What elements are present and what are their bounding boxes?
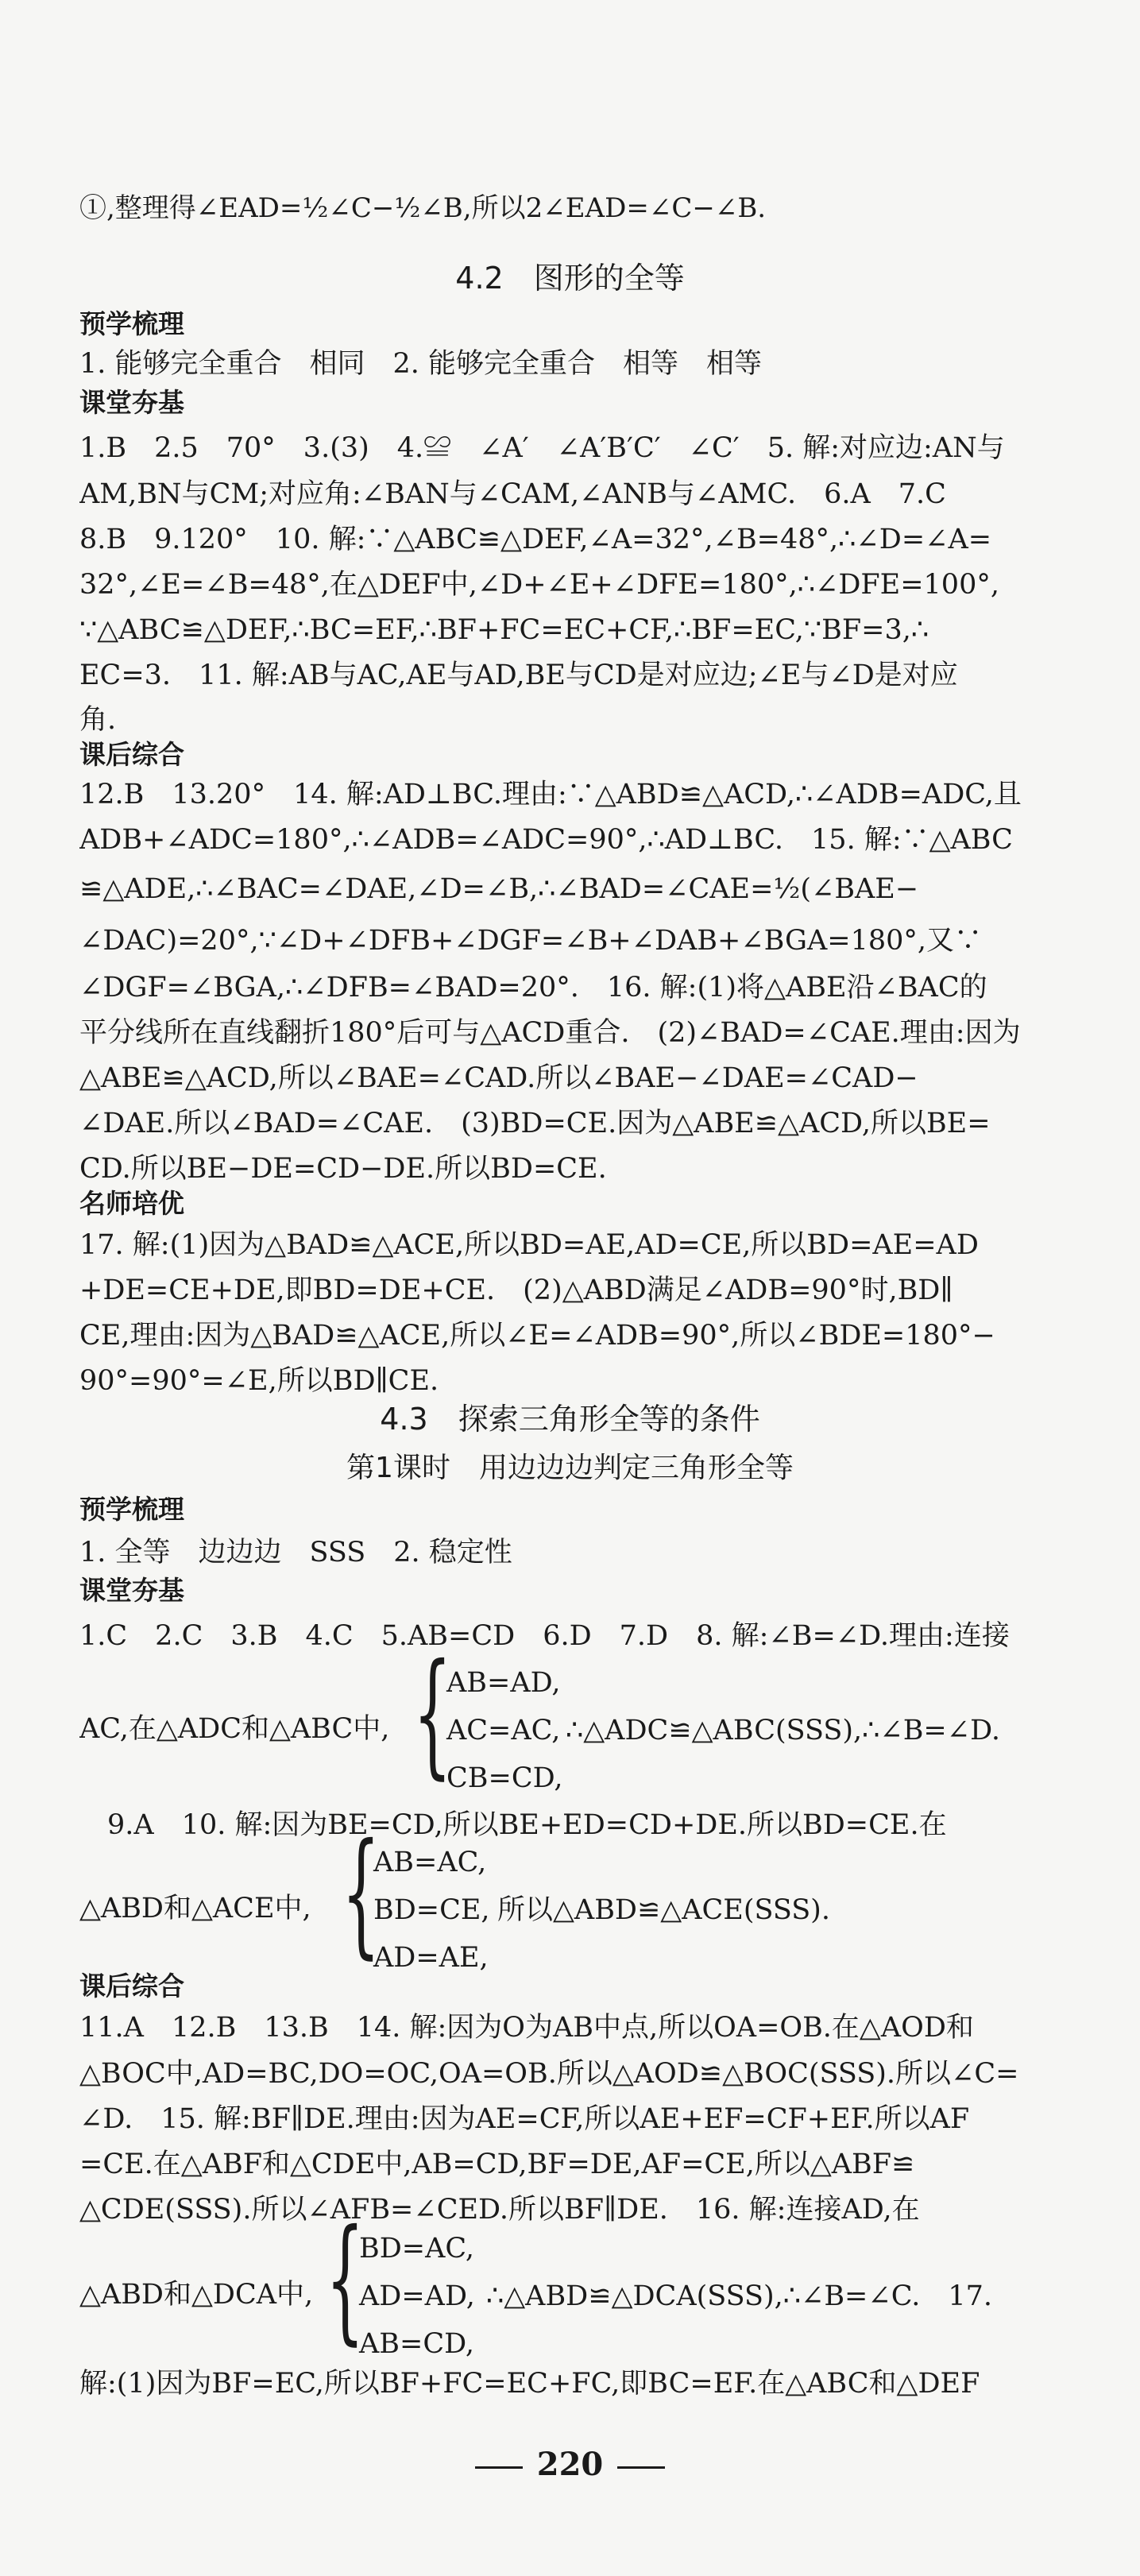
text-line: 11.A 12.B 13.B 14. 解:因为O为AB中点,所以OA=OB.在△AOD和 <box>79 2012 974 2044</box>
intro-line: ①,整理得∠EAD=½∠C−½∠B,所以2∠EAD=∠C−∠B. <box>79 192 767 224</box>
system-row: AB=AC, <box>373 1847 487 1878</box>
system-row: BD=CE, <box>373 1894 490 1926</box>
text-line: AC,在△ADC和△ABC中, <box>79 1713 390 1745</box>
text-line: CE,理由:因为△BAD≌△ACE,所以∠E=∠ADB=90°,所以∠BDE=180°− <box>79 1320 995 1352</box>
text-line: 解:(1)因为BF=EC,所以BF+FC=EC+FC,即BC=EF.在△ABC和△DEF <box>79 2368 980 2400</box>
system-row: CB=CD, <box>446 1762 563 1794</box>
text-line: △BOC中,AD=BC,DO=OC,OA=OB.所以△AOD≌△BOC(SSS).所以∠C= <box>79 2058 1019 2090</box>
text-line: ≌△ADE,∴∠BAC=∠DAE,∠D=∠B,∴∠BAD=∠CAE=½(∠BAE− <box>79 873 919 905</box>
text-line: 1. 全等 边边边 SSS 2. 稳定性 <box>79 1537 512 1568</box>
text-line: EC=3. 11. 解:AB与AC,AE与AD,BE与CD是对应边;∠E与∠D是对应 <box>79 659 958 691</box>
label-teacher: 名师培优 <box>79 1188 184 1219</box>
text-line: ∠D. 15. 解:BF∥DE.理由:因为AE=CF,所以AE+EF=CF+EF.所以AF <box>79 2103 970 2135</box>
text-line: 角. <box>79 704 117 736</box>
page-number: 220 <box>0 2446 1140 2484</box>
brace-symbol: { <box>342 1815 381 1972</box>
label-class: 课堂夯基 <box>79 1575 184 1606</box>
text-line: △ABD和△DCA中, <box>79 2279 314 2311</box>
text-line: △ABD和△ACE中, <box>79 1893 311 1924</box>
label-after: 课后综合 <box>79 739 184 770</box>
system-row: AD=AE, <box>373 1942 489 1974</box>
text-line: 32°,∠E=∠B=48°,在△DEF中,∠D+∠E+∠DFE=180°,∴∠DFE=100°, <box>79 569 999 601</box>
text-line: 17. 解:(1)因为△BAD≌△ACE,所以BD=AE,AD=CE,所以BD=AE=AD <box>79 1229 979 1261</box>
label-after: 课后综合 <box>79 1971 184 2002</box>
text-line: 90°=90°=∠E,所以BD∥CE. <box>79 1365 439 1397</box>
text-line: AM,BN与CM;对应角:∠BAN与∠CAM,∠ANB与∠AMC. 6.A 7.C <box>79 478 946 510</box>
text-line: 9.A 10. 解:因为BE=CD,所以BE+ED=CD+DE.所以BD=CE.在 <box>107 1809 947 1841</box>
system-row: AB=CD, <box>359 2328 475 2360</box>
text-line: △CDE(SSS).所以∠AFB=∠CED.所以BF∥DE. 16. 解:连接AD,在 <box>79 2194 920 2226</box>
text-line: 12.B 13.20° 14. 解:AD⊥BC.理由:∵△ABD≌△ACD,∴∠ADB=ADC,且 <box>79 779 1022 810</box>
text-line: 1.C 2.C 3.B 4.C 5.AB=CD 6.D 7.D 8. 解:∠B=∠D.理由:连接 <box>79 1620 1010 1652</box>
section-heading-4-3: 4.3 探索三角形全等的条件 <box>380 1402 760 1437</box>
label-preview: 预学梳理 <box>79 308 184 339</box>
text-line: CD.所以BE−DE=CD−DE.所以BD=CE. <box>79 1153 607 1185</box>
system-row: AC=AC, <box>446 1715 561 1746</box>
text-line: 平分线所在直线翻折180°后可与△ACD重合. (2)∠BAD=∠CAE.理由:因为 <box>79 1017 1021 1049</box>
system-tail: ∴△ABD≌△DCA(SSS),∴∠B=∠C. 17. <box>486 2280 993 2312</box>
text-line: 1. 能够完全重合 相同 2. 能够完全重合 相等 相等 <box>79 348 763 380</box>
brace-symbol: { <box>326 2201 365 2358</box>
text-line: =CE.在△ABF和△CDE中,AB=CD,BF=DE,AF=CE,所以△ABF≌ <box>79 2149 915 2180</box>
text-line: △ABE≌△ACD,所以∠BAE=∠CAD.所以∠BAE−∠DAE=∠CAD− <box>79 1062 918 1094</box>
text-line: ADB+∠ADC=180°,∴∠ADB=∠ADC=90°,∴AD⊥BC. 15. 解:∵△ABC <box>79 824 1013 856</box>
brace-symbol: { <box>413 1635 452 1793</box>
text-line: ∠DAE.所以∠BAD=∠CAE. (3)BD=CE.因为△ABE≌△ACD,所以BE= <box>79 1108 991 1139</box>
text-line: 1.B 2.5 70° 3.(3) 4.≌ ∠A′ ∠A′B′C′ ∠C′ 5. 解:对应边:AN与 <box>79 432 1005 464</box>
lesson-heading: 第1课时 用边边边判定三角形全等 <box>346 1452 794 1484</box>
system-row: BD=AC, <box>359 2233 475 2265</box>
label-preview: 预学梳理 <box>79 1494 184 1525</box>
text-line: ∠DAC)=20°,∵∠D+∠DFB+∠DGF=∠B+∠DAB+∠BGA=180°,又∵ <box>79 925 983 957</box>
label-class: 课堂夯基 <box>79 387 184 418</box>
system-row: AD=AD, <box>359 2280 475 2312</box>
text-line: ∠DGF=∠BGA,∴∠DFB=∠BAD=20°. 16. 解:(1)将△ABE沿∠BAC的 <box>79 972 987 1004</box>
system-row: AB=AD, <box>446 1667 561 1699</box>
text-line: 8.B 9.120° 10. 解:∵△ABC≌△DEF,∠A=32°,∠B=48°,∴∠D=∠A= <box>79 524 992 555</box>
text-line: ∵△ABC≌△DEF,∴BC=EF,∴BF+FC=EC+CF,∴BF=EC,∵BF=3,∴ <box>79 614 929 646</box>
system-tail: ∴△ADC≌△ABC(SSS),∴∠B=∠D. <box>566 1715 1001 1746</box>
section-heading-4-2: 4.2 图形的全等 <box>455 261 685 296</box>
text-line: +DE=CE+DE,即BD=DE+CE. (2)△ABD满足∠ADB=90°时,BD∥ <box>79 1274 953 1306</box>
system-tail: 所以△ABD≌△ACE(SSS). <box>497 1894 830 1926</box>
